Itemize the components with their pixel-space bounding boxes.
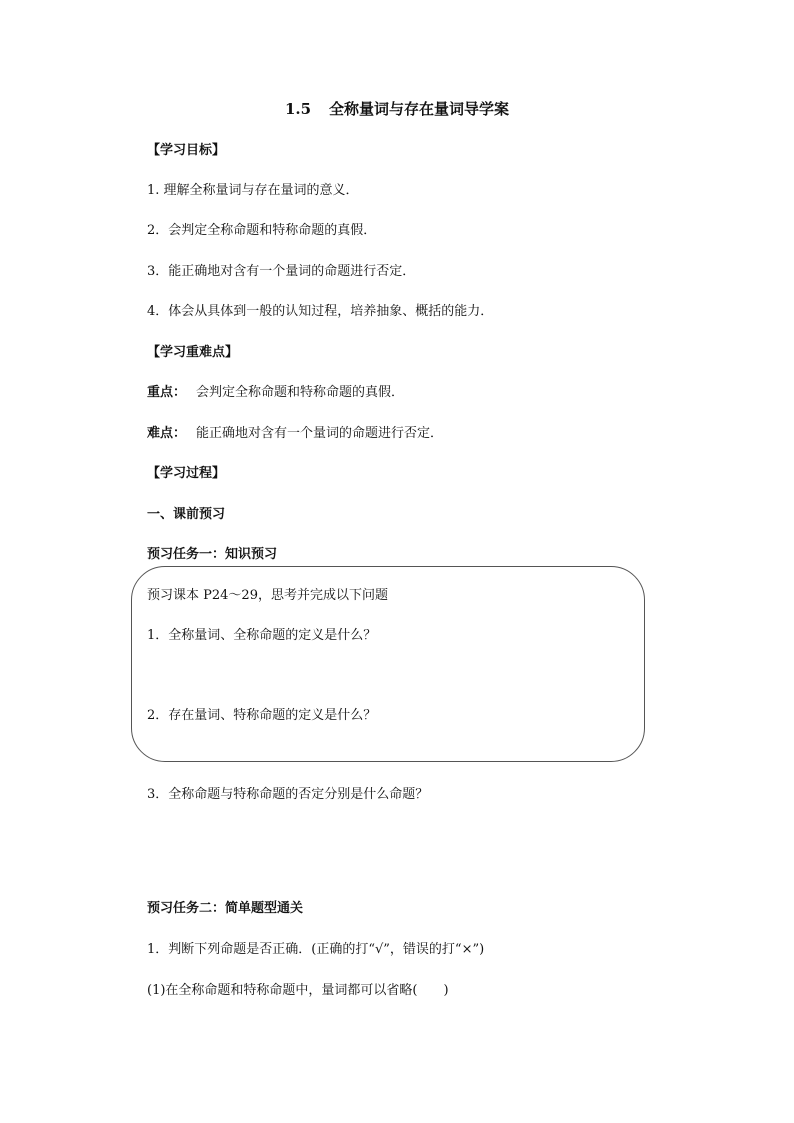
part-1-heading: 一、课前预习	[147, 507, 226, 522]
question-3: 3．全称命题与特称命题的否定分别是什么命题？	[147, 787, 429, 802]
page-title	[0, 98, 794, 119]
title-text: 全称量词与存在量词导学案	[329, 100, 510, 118]
preview-intro: 预习课本 P24～29，思考并完成以下问题	[147, 588, 388, 603]
question-1: 1．全称量词、全称命题的定义是什么？	[147, 628, 377, 643]
difficulty-row	[147, 425, 443, 443]
goal-item-3: 3．能正确地对含有一个量词的命题进行否定．	[147, 264, 416, 279]
difficulty-label: 难点：	[147, 426, 187, 441]
task-1-heading: 预习任务一：知识预习	[147, 547, 278, 562]
goal-item-2: 2．会判定全称命题和特称命题的真假．	[147, 223, 377, 238]
task-2-heading: 预习任务二：简单题型通关	[147, 901, 304, 916]
difficulty-text: 能正确地对含有一个量词的命题进行否定．	[196, 426, 444, 441]
judge-instruction: 1．判断下列命题是否正确．(正确的打“√”，错误的打“×”)	[147, 942, 485, 957]
key-point-row	[147, 384, 404, 402]
question-2: 2．存在量词、特称命题的定义是什么？	[147, 708, 377, 723]
key-label: 重点：	[147, 385, 187, 400]
judge-item-1: (1)在全称命题和特称命题中，量词都可以省略( )	[147, 983, 449, 998]
goal-item-4: 4．体会从具体到一般的认知过程，培养抽象、概括的能力．	[147, 304, 494, 319]
process-heading: 【学习过程】	[147, 466, 226, 481]
key-points-heading: 【学习重难点】	[147, 345, 239, 360]
goals-heading: 【学习目标】	[147, 143, 226, 158]
goal-item-1: 1. 理解全称量词与存在量词的意义．	[147, 183, 359, 198]
title-number: 1.5	[284, 100, 312, 118]
key-text: 会判定全称命题和特称命题的真假．	[196, 385, 405, 400]
